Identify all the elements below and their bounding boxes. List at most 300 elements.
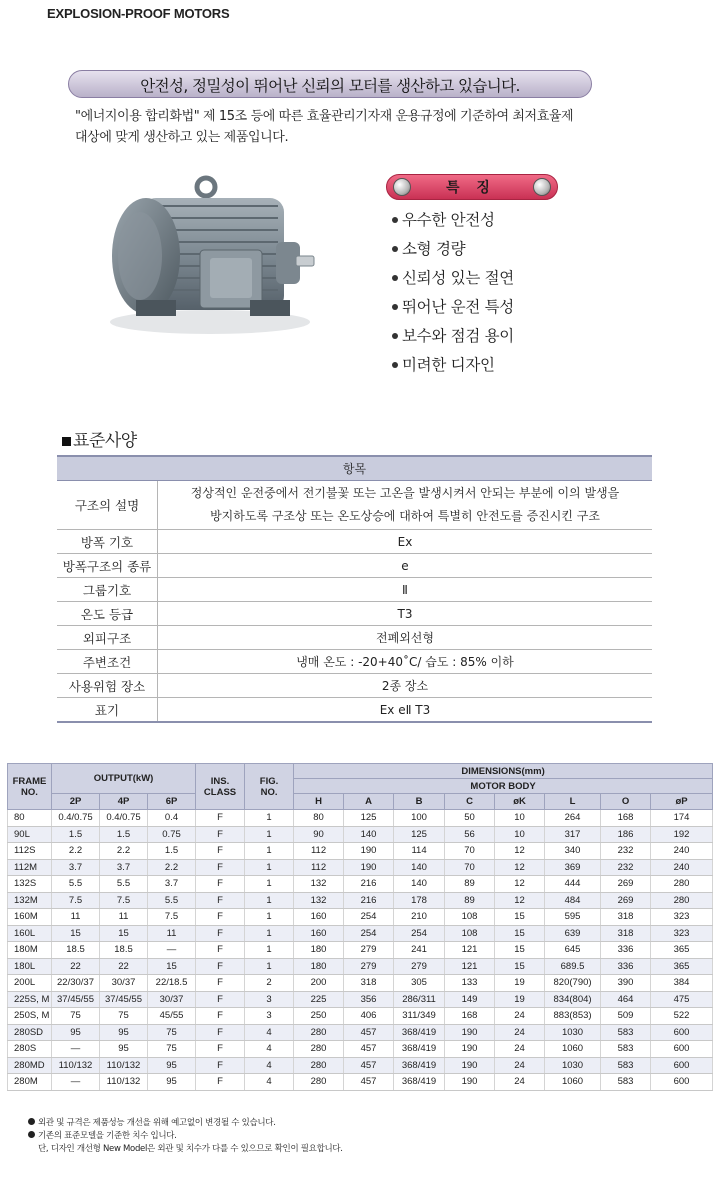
table-cell: 3.7 — [148, 876, 196, 893]
table-cell: F — [196, 909, 245, 926]
table-cell: 4 — [245, 1041, 294, 1058]
table-cell: 1060 — [545, 1074, 601, 1091]
table-cell: 509 — [601, 1008, 651, 1025]
table-cell: 595 — [545, 909, 601, 926]
col-header: øK — [495, 794, 545, 810]
col-header: C — [445, 794, 495, 810]
table-cell: 70 — [445, 859, 495, 876]
table-cell: 121 — [445, 942, 495, 959]
table-cell: 19 — [495, 991, 545, 1008]
table-cell: 125 — [344, 810, 394, 827]
table-cell: 264 — [545, 810, 601, 827]
col-header: 4P — [100, 794, 148, 810]
table-cell: 75 — [100, 1008, 148, 1025]
col-header: B — [394, 794, 445, 810]
table-cell: 2.2 — [52, 843, 100, 860]
table-cell: 1 — [245, 826, 294, 843]
table-cell: 15 — [495, 958, 545, 975]
table-cell: 1060 — [545, 1041, 601, 1058]
table-cell: 11 — [148, 925, 196, 942]
table-cell: 112 — [294, 843, 344, 860]
table-cell: F — [196, 859, 245, 876]
table-cell: 1 — [245, 843, 294, 860]
table-cell: 2 — [245, 975, 294, 992]
table-cell: 7.5 — [148, 909, 196, 926]
table-cell: 368/419 — [394, 1041, 445, 1058]
table-row — [8, 826, 713, 843]
table-cell: 10 — [495, 810, 545, 827]
feature-item: 우수한 안전성 — [392, 206, 514, 235]
table-cell: 216 — [344, 876, 394, 893]
table-cell: 639 — [545, 925, 601, 942]
frame-cell: 280M — [8, 1074, 52, 1091]
table-cell: 3.7 — [52, 859, 100, 876]
col-header: 6P — [148, 794, 196, 810]
table-cell: 121 — [445, 958, 495, 975]
col-header: øP — [651, 794, 713, 810]
table-cell: 10 — [495, 826, 545, 843]
fig-no-header: FIG. NO. — [245, 764, 294, 810]
table-cell: 457 — [344, 1074, 394, 1091]
table-cell: 280 — [294, 1024, 344, 1041]
table-cell: 365 — [651, 942, 713, 959]
table-cell: 190 — [445, 1074, 495, 1091]
table-cell: — — [52, 1041, 100, 1058]
table-cell: 22/18.5 — [148, 975, 196, 992]
table-cell: 286/311 — [394, 991, 445, 1008]
table-cell: 95 — [148, 1074, 196, 1091]
table-cell: 18.5 — [52, 942, 100, 959]
table-cell: 311/349 — [394, 1008, 445, 1025]
table-cell: F — [196, 843, 245, 860]
table-cell: 3.7 — [100, 859, 148, 876]
table-cell: 95 — [100, 1024, 148, 1041]
table-cell: 317 — [545, 826, 601, 843]
table-cell: 1 — [245, 925, 294, 942]
table-row — [8, 810, 713, 827]
spec-row — [57, 626, 652, 650]
table-cell: 22 — [52, 958, 100, 975]
table-cell: 464 — [601, 991, 651, 1008]
table-cell: 190 — [344, 859, 394, 876]
table-cell: 600 — [651, 1057, 713, 1074]
table-cell: 15 — [148, 958, 196, 975]
dimensions-header: DIMENSIONS(mm) — [294, 764, 713, 779]
table-row — [8, 1057, 713, 1074]
table-cell: 149 — [445, 991, 495, 1008]
table-cell: 1 — [245, 810, 294, 827]
table-cell: 280 — [651, 876, 713, 893]
table-cell: 24 — [495, 1074, 545, 1091]
spec-value: 전폐외선형 — [158, 626, 653, 650]
spec-value: 정상적인 운전중에서 전기불꽃 또는 고온을 발생시켜서 안되는 부분에 이의 발생을 방지하도록 구조상 또는 온도상승에 대하여 특별히 안전도를 증진시킨 구조 — [158, 481, 653, 530]
table-cell: 12 — [495, 843, 545, 860]
table-cell: 368/419 — [394, 1057, 445, 1074]
table-cell: 0.4/0.75 — [52, 810, 100, 827]
frame-cell: 160L — [8, 925, 52, 942]
table-cell: 160 — [294, 909, 344, 926]
table-cell: 583 — [601, 1024, 651, 1041]
table-cell: 390 — [601, 975, 651, 992]
frame-cell: 80 — [8, 810, 52, 827]
table-row — [8, 1024, 713, 1041]
table-cell: 24 — [495, 1057, 545, 1074]
table-cell: 1.5 — [148, 843, 196, 860]
feature-item: 뛰어난 운전 특성 — [392, 293, 514, 322]
table-cell: 15 — [100, 925, 148, 942]
table-cell: 883(853) — [545, 1008, 601, 1025]
table-cell: 4 — [245, 1024, 294, 1041]
table-cell: 190 — [445, 1057, 495, 1074]
bullet-icon — [392, 246, 398, 252]
table-cell: 2.2 — [148, 859, 196, 876]
table-cell: 484 — [545, 892, 601, 909]
col-header: O — [601, 794, 651, 810]
table-cell: 190 — [344, 843, 394, 860]
table-cell: 114 — [394, 843, 445, 860]
table-cell: 600 — [651, 1024, 713, 1041]
col-header: 2P — [52, 794, 100, 810]
table-cell: 1 — [245, 892, 294, 909]
table-cell: F — [196, 1057, 245, 1074]
table-cell: 1030 — [545, 1057, 601, 1074]
motor-image — [100, 172, 315, 342]
table-cell: 0.4/0.75 — [100, 810, 148, 827]
table-cell: 250 — [294, 1008, 344, 1025]
spec-row — [57, 481, 652, 530]
table-cell: F — [196, 892, 245, 909]
table-cell: 279 — [394, 958, 445, 975]
spec-row — [57, 698, 652, 723]
table-row — [8, 859, 713, 876]
bullet-icon — [392, 304, 398, 310]
table-cell: 834(804) — [545, 991, 601, 1008]
frame-cell: 180L — [8, 958, 52, 975]
table-cell: 600 — [651, 1041, 713, 1058]
table-cell: 75 — [148, 1041, 196, 1058]
table-cell: — — [52, 1074, 100, 1091]
table-row — [8, 909, 713, 926]
table-cell: 457 — [344, 1041, 394, 1058]
table-cell: 232 — [601, 843, 651, 860]
table-cell: 192 — [651, 826, 713, 843]
table-cell: 689.5 — [545, 958, 601, 975]
note-3: 단, 디자인 개선형 New Model은 외관 및 치수가 다를 수 있으므로 확인이 필요합니다. — [38, 1144, 343, 1154]
table-cell: 305 — [394, 975, 445, 992]
table-cell: 1030 — [545, 1024, 601, 1041]
table-row — [8, 843, 713, 860]
table-cell: 280 — [294, 1041, 344, 1058]
table-row — [8, 942, 713, 959]
feature-item: 미려한 디자인 — [392, 351, 514, 380]
table-cell: 336 — [601, 958, 651, 975]
page-title: EXPLOSION-PROOF MOTORS — [47, 6, 230, 21]
table-row — [8, 975, 713, 992]
table-cell: 645 — [545, 942, 601, 959]
table-cell: 475 — [651, 991, 713, 1008]
table-cell: 1.5 — [52, 826, 100, 843]
motor-body-header: MOTOR BODY — [294, 779, 713, 794]
table-cell: 269 — [601, 876, 651, 893]
table-cell: 280 — [294, 1057, 344, 1074]
spec-key: 주변조건 — [57, 650, 158, 674]
table-cell: 12 — [495, 876, 545, 893]
table-cell: 216 — [344, 892, 394, 909]
table-cell: 210 — [394, 909, 445, 926]
table-cell: 168 — [445, 1008, 495, 1025]
table-cell: 356 — [344, 991, 394, 1008]
frame-cell: 112M — [8, 859, 52, 876]
frame-cell: 225S, M — [8, 991, 52, 1008]
table-cell: F — [196, 876, 245, 893]
table-cell: 444 — [545, 876, 601, 893]
table-cell: 368/419 — [394, 1074, 445, 1091]
table-cell: 75 — [52, 1008, 100, 1025]
spec-key: 온도 등급 — [57, 602, 158, 626]
table-cell: 108 — [445, 909, 495, 926]
spec-value: 냉매 온도 : -20+40˚C/ 습도 : 85% 이하 — [158, 650, 653, 674]
table-cell: F — [196, 1008, 245, 1025]
table-row — [8, 1008, 713, 1025]
table-cell: 140 — [394, 859, 445, 876]
table-cell: 80 — [294, 810, 344, 827]
table-row — [8, 925, 713, 942]
table-cell: F — [196, 942, 245, 959]
features-list — [392, 206, 514, 380]
table-cell: 254 — [394, 925, 445, 942]
table-cell: 12 — [495, 859, 545, 876]
table-cell: F — [196, 1074, 245, 1091]
table-cell: 2.2 — [100, 843, 148, 860]
bullet-icon — [392, 217, 398, 223]
frame-cell: 280S — [8, 1041, 52, 1058]
intro-line-1: "에너지이용 합리화법" 제 15조 등에 따른 효율관리기자재 운용규정에 기준하여 최저효율제 — [75, 109, 574, 124]
spec-header: 항목 — [57, 456, 652, 481]
table-cell: 269 — [601, 892, 651, 909]
table-cell: 1 — [245, 958, 294, 975]
table-cell: F — [196, 1041, 245, 1058]
spec-key: 사용위험 장소 — [57, 674, 158, 698]
table-cell: 95 — [148, 1057, 196, 1074]
table-cell: 89 — [445, 876, 495, 893]
table-cell: 240 — [651, 843, 713, 860]
spec-value: Ex eⅡ T3 — [158, 698, 653, 723]
table-cell: 5.5 — [148, 892, 196, 909]
table-cell: 279 — [344, 958, 394, 975]
table-cell: 1 — [245, 876, 294, 893]
spec-value: T3 — [158, 602, 653, 626]
table-cell: 457 — [344, 1024, 394, 1041]
table-cell: 457 — [344, 1057, 394, 1074]
spec-row — [57, 674, 652, 698]
table-cell: 160 — [294, 925, 344, 942]
col-header: A — [344, 794, 394, 810]
col-header: H — [294, 794, 344, 810]
table-cell: 100 — [394, 810, 445, 827]
table-cell: 368/419 — [394, 1024, 445, 1041]
table-cell: 583 — [601, 1074, 651, 1091]
table-cell: 125 — [394, 826, 445, 843]
table-cell: 11 — [52, 909, 100, 926]
table-cell: 336 — [601, 942, 651, 959]
table-cell: 24 — [495, 1024, 545, 1041]
frame-cell: 160M — [8, 909, 52, 926]
table-cell: 4 — [245, 1057, 294, 1074]
table-cell: 5.5 — [100, 876, 148, 893]
bullet-icon — [392, 333, 398, 339]
table-cell: 110/132 — [52, 1057, 100, 1074]
table-cell: 1.5 — [100, 826, 148, 843]
table-cell: 190 — [445, 1041, 495, 1058]
table-cell: 15 — [495, 925, 545, 942]
table-cell: 56 — [445, 826, 495, 843]
table-cell: 180 — [294, 958, 344, 975]
table-cell: 12 — [495, 892, 545, 909]
table-cell: 254 — [344, 925, 394, 942]
table-cell: 90 — [294, 826, 344, 843]
ins-class-header: INS. CLASS — [196, 764, 245, 810]
table-row — [8, 892, 713, 909]
table-cell: F — [196, 958, 245, 975]
table-cell: F — [196, 991, 245, 1008]
table-row — [8, 1074, 713, 1091]
table-cell: 95 — [100, 1041, 148, 1058]
table-cell: 323 — [651, 925, 713, 942]
spec-key: 표기 — [57, 698, 158, 723]
table-cell: 323 — [651, 909, 713, 926]
table-cell: 365 — [651, 958, 713, 975]
output-header: OUTPUT(kW) — [52, 764, 196, 794]
spec-value: Ex — [158, 530, 653, 554]
spec-row — [57, 602, 652, 626]
table-cell: F — [196, 925, 245, 942]
table-cell: 15 — [495, 942, 545, 959]
frame-cell: 280MD — [8, 1057, 52, 1074]
table-cell: 19 — [495, 975, 545, 992]
table-cell: 340 — [545, 843, 601, 860]
table-cell: 240 — [651, 859, 713, 876]
table-cell: 241 — [394, 942, 445, 959]
table-cell: 15 — [52, 925, 100, 942]
frame-cell: 132S — [8, 876, 52, 893]
table-cell: 70 — [445, 843, 495, 860]
frame-cell: 132M — [8, 892, 52, 909]
bullet-icon — [392, 362, 398, 368]
table-cell: 50 — [445, 810, 495, 827]
table-cell: 232 — [601, 859, 651, 876]
table-cell: 174 — [651, 810, 713, 827]
frame-header: FRAME NO. — [8, 764, 52, 810]
table-cell: 75 — [148, 1024, 196, 1041]
feature-item: 신뢰성 있는 절연 — [392, 264, 514, 293]
table-cell: 112 — [294, 859, 344, 876]
table-cell: 280 — [651, 892, 713, 909]
table-cell: 133 — [445, 975, 495, 992]
table-cell: F — [196, 826, 245, 843]
frame-cell: 280SD — [8, 1024, 52, 1041]
table-cell: 406 — [344, 1008, 394, 1025]
table-row — [8, 1041, 713, 1058]
table-cell: 30/37 — [100, 975, 148, 992]
bullet-icon — [392, 275, 398, 281]
table-cell: 3 — [245, 991, 294, 1008]
spec-value: Ⅱ — [158, 578, 653, 602]
notes — [28, 1117, 343, 1156]
spec-value: e — [158, 554, 653, 578]
table-cell: 30/37 — [148, 991, 196, 1008]
spec-heading: 표준사양 — [62, 426, 137, 451]
note-1: 외관 및 규격은 제품성능 개선을 위해 예고없이 변경될 수 있습니다. — [28, 1117, 343, 1130]
table-cell: 178 — [394, 892, 445, 909]
table-cell: 583 — [601, 1041, 651, 1058]
intro-line-2: 대상에 맞게 생산하고 있는 제품입니다. — [75, 130, 289, 145]
table-cell: 37/45/55 — [52, 991, 100, 1008]
table-row — [8, 991, 713, 1008]
note-2: 기존의 표준모델을 기준한 치수 입니다. — [28, 1130, 343, 1143]
table-cell: 18.5 — [100, 942, 148, 959]
table-cell: 24 — [495, 1008, 545, 1025]
table-cell: 600 — [651, 1074, 713, 1091]
spec-key: 방폭구조의 종류 — [57, 554, 158, 578]
table-cell: 583 — [601, 1057, 651, 1074]
table-cell: 110/132 — [100, 1057, 148, 1074]
table-cell: 1 — [245, 859, 294, 876]
table-cell: 186 — [601, 826, 651, 843]
table-cell: 15 — [495, 909, 545, 926]
frame-cell: 180M — [8, 942, 52, 959]
table-row — [8, 876, 713, 893]
feature-item: 보수와 점검 용이 — [392, 322, 514, 351]
table-cell: 89 — [445, 892, 495, 909]
spec-row — [57, 650, 652, 674]
table-cell: 5.5 — [52, 876, 100, 893]
table-cell: 180 — [294, 942, 344, 959]
table-cell: 3 — [245, 1008, 294, 1025]
frame-cell: 200L — [8, 975, 52, 992]
table-cell: 280 — [294, 1074, 344, 1091]
banner-text: 안전성, 정밀성이 뛰어난 신뢰의 모터를 생산하고 있습니다. — [140, 77, 520, 95]
spec-key: 구조의 설명 — [57, 481, 158, 530]
table-cell: 0.75 — [148, 826, 196, 843]
table-cell: 24 — [495, 1041, 545, 1058]
table-cell: 37/45/55 — [100, 991, 148, 1008]
table-cell: 200 — [294, 975, 344, 992]
table-cell: 7.5 — [52, 892, 100, 909]
table-cell: F — [196, 975, 245, 992]
spec-key: 그룹기호 — [57, 578, 158, 602]
table-cell: 369 — [545, 859, 601, 876]
frame-cell: 90L — [8, 826, 52, 843]
table-cell: 190 — [445, 1024, 495, 1041]
spec-value: 2종 장소 — [158, 674, 653, 698]
feature-item: 소형 경량 — [392, 235, 514, 264]
table-cell: 168 — [601, 810, 651, 827]
table-cell: 279 — [344, 942, 394, 959]
table-cell: F — [196, 810, 245, 827]
table-cell: 7.5 — [100, 892, 148, 909]
table-cell: 522 — [651, 1008, 713, 1025]
table-cell: 132 — [294, 876, 344, 893]
table-cell: 318 — [601, 909, 651, 926]
table-cell: 108 — [445, 925, 495, 942]
table-cell: 1 — [245, 942, 294, 959]
table-cell: 22/30/37 — [52, 975, 100, 992]
table-cell: 254 — [344, 909, 394, 926]
frame-cell: 112S — [8, 843, 52, 860]
spec-table — [57, 455, 652, 723]
intro-text — [75, 106, 615, 148]
dimensions-table — [7, 763, 713, 1091]
